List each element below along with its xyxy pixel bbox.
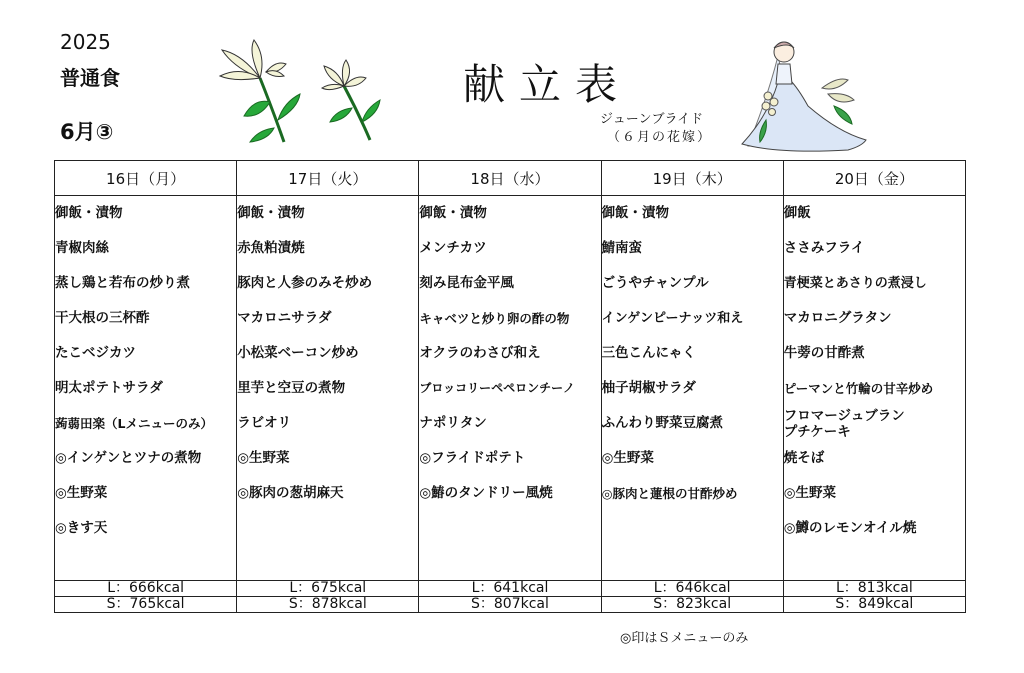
dish-item: ささみフライ: [783, 240, 865, 256]
dish-item: 御飯・漬物: [419, 205, 487, 221]
lily-illustration: [214, 38, 304, 144]
dish-item: 三色こんにゃく: [601, 345, 696, 361]
dish-item: 蒟蒻田楽（Lメニューのみ）: [55, 416, 213, 431]
calorie-s-tue: S：878kcal: [237, 597, 419, 613]
dish-item: 干大根の三杯酢: [55, 310, 150, 326]
page-title: 献立表: [463, 60, 632, 109]
dish-item: ごうやチャンプル: [601, 275, 709, 291]
dish-item: 青椒肉絲: [55, 240, 109, 256]
dish-item: 里芋と空豆の煮物: [237, 380, 346, 396]
calorie-l-thu: L：646kcal: [601, 581, 783, 597]
dish-item: ◎インゲンとツナの煮物: [55, 450, 202, 466]
dish-item: フロマージュブラン プチケーキ: [783, 408, 946, 440]
dish-item: 赤魚粕漬焼: [237, 240, 305, 256]
dish-item: ◎生野菜: [237, 450, 290, 466]
dish-list-tue: [237, 196, 419, 581]
dish-item: ブロッコリーペペロンチーノ: [419, 381, 575, 395]
calorie-s-wed: S：807kcal: [419, 597, 601, 613]
dish-item: 蒸し鶏と若布の炒り煮: [55, 275, 190, 291]
dish-item: たこベジカツ: [55, 345, 136, 361]
dish-item: メンチカツ: [419, 240, 487, 256]
dish-item: キャベツと炒り卵の酢の物: [419, 311, 570, 326]
calorie-s-thu: S：823kcal: [601, 597, 783, 613]
year-label: 2025: [60, 30, 111, 54]
dish-item: 青梗菜とあさりの煮浸し: [783, 276, 927, 291]
dish-item: ◎フライドポテト: [419, 450, 526, 466]
dish-list-thu: [601, 196, 783, 581]
day-header-wed: 18日（水）: [419, 161, 601, 196]
lily-illustration: [322, 60, 384, 142]
dish-item: 御飯・漬物: [237, 205, 305, 221]
dish-item: ◎生野菜: [601, 450, 654, 466]
week-label: 6月③: [60, 120, 114, 144]
bride-illustration: [738, 36, 868, 154]
dish-item: 明太ポテトサラダ: [55, 380, 163, 396]
subtitle-june-bride-translation: （６月の花嫁）: [607, 130, 713, 145]
dish-item: 鯖南蛮: [601, 240, 643, 256]
calorie-l-mon: L：666kcal: [55, 581, 237, 597]
dish-item: ◎豚肉と蓮根の甘酢炒め: [601, 486, 738, 501]
dish-list-fri: [783, 196, 965, 581]
calorie-s-fri: S：849kcal: [783, 597, 965, 613]
dish-item: ラビオリ: [237, 415, 292, 431]
dish-item: 御飯・漬物: [55, 205, 123, 221]
dish-item: ◎鱒のレモンオイル焼: [783, 520, 917, 536]
footnote-s-menu: ◎印はＳメニューのみ: [620, 631, 749, 646]
dish-item: 御飯: [783, 205, 811, 221]
day-header-thu: 19日（木）: [601, 161, 783, 196]
dish-item: マカロニサラダ: [237, 310, 332, 326]
dish-item: ふんわり野菜豆腐煮: [601, 415, 724, 431]
calorie-l-wed: L：641kcal: [419, 581, 601, 597]
calorie-l-fri: L：813kcal: [783, 581, 965, 597]
dish-list-wed: [419, 196, 601, 581]
dish-item: 牛蒡の甘酢煮: [783, 345, 865, 361]
meal-type-label: 普通食: [60, 66, 120, 90]
dish-item: 刻み昆布金平風: [419, 275, 514, 291]
dish-item: オクラのわさび和え: [419, 345, 541, 361]
day-header-fri: 20日（金）: [783, 161, 965, 196]
dish-list-mon: [55, 196, 237, 581]
calorie-s-mon: S：765kcal: [55, 597, 237, 613]
day-header-tue: 17日（火）: [237, 161, 419, 196]
dish-item: ◎きす天: [55, 520, 108, 536]
dish-item: 豚肉と人参のみそ炒め: [237, 275, 373, 291]
dish-item: ピーマンと竹輪の甘辛炒め: [783, 381, 934, 396]
dish-item: 小松菜ベーコン炒め: [237, 345, 359, 361]
dish-item: インゲンピーナッツ和え: [601, 311, 744, 326]
dish-item: ◎鰆のタンドリー風焼: [419, 485, 553, 501]
dish-item: ナポリタン: [419, 415, 487, 431]
menu-table: [54, 160, 966, 613]
dish-item: ◎生野菜: [55, 485, 108, 501]
calorie-l-tue: L：675kcal: [237, 581, 419, 597]
dish-item: マカロニグラタン: [783, 310, 892, 326]
subtitle-june-bride: ジューンブライド: [600, 112, 704, 127]
dish-item: 御飯・漬物: [601, 205, 670, 221]
dish-item: ◎生野菜: [783, 485, 837, 501]
dish-item: ◎豚肉の葱胡麻天: [237, 485, 344, 501]
dish-item: 焼そば: [783, 450, 825, 466]
day-header-mon: 16日（月）: [55, 161, 237, 196]
dish-item: 柚子胡椒サラダ: [601, 380, 696, 396]
